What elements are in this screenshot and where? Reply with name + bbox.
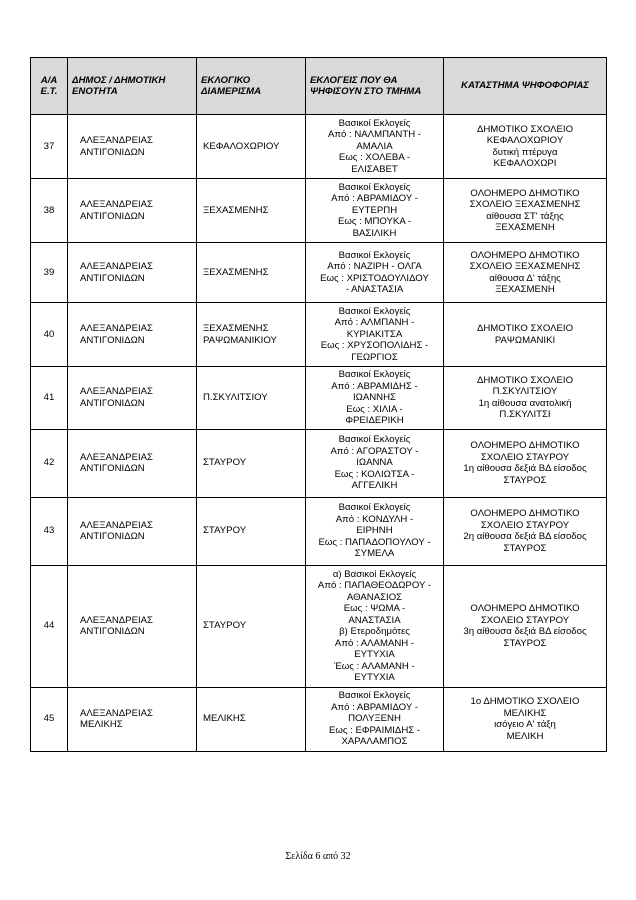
cell-line: ΜΕΛΙΚΗΣ [503, 707, 547, 719]
cell-polling-station [444, 429, 607, 497]
cell-line: ΚΕΦΑΛΟΧΩΡΙΟΥ [203, 140, 280, 152]
cell-line: ΡΑΨΩΜΑΝΙΚΙΟΥ [203, 334, 277, 346]
table-row [31, 367, 607, 430]
cell-municipality [68, 303, 197, 367]
cell-polling-station [444, 367, 607, 430]
cell-line: ΞΕΧΑΣΜΕΝΗΣ [203, 266, 269, 278]
cell-line: ΟΛΟΗΜΕΡΟ ΔΗΜΟΤΙΚΟ [470, 249, 580, 261]
cell-line: ΚΥΡΙΑΚΙΤΣΑ [346, 328, 403, 340]
cell-num: 39 [31, 243, 68, 303]
cell-line: Από : ΑΒΡΑΜΙΔΟΥ - [331, 701, 418, 713]
cell-line: Π.ΣΚΥΛΙΤΣΙΟΥ [492, 386, 558, 398]
cell-district [197, 565, 306, 687]
cell-line: ΑΛΕΞΑΝΔΡΕΙΑΣ [80, 451, 153, 463]
cell-line: ΑΓΓΕΛΙΚΗ [351, 480, 398, 492]
cell-line: Εως : ΨΩΜΑ - [343, 603, 406, 614]
cell-line: Εως : ΧΙΛΙΑ - [346, 403, 403, 415]
cell-line: ΣΧΟΛΕΙΟ ΣΤΑΥΡΟΥ [480, 451, 570, 463]
cell-line: ΑΝΤΙΓΟΝΙΔΩΝ [80, 146, 145, 158]
header-municipality: ΔΗΜΟΣ / ΔΗΜΟΤΙΚΗ ΕΝΟΤΗΤΑ [68, 58, 197, 115]
cell-municipality [68, 565, 197, 687]
cell-line: ΣΧΟΛΕΙΟ ΣΤΑΥΡΟΥ [480, 519, 570, 531]
cell-line: ΣΧΟΛΕΙΟ ΣΤΑΥΡΟΥ [480, 614, 570, 626]
cell-line: ΣΤΑΥΡΟΥ [203, 457, 247, 469]
cell-line: ΓΕΩΡΓΙΟΣ [351, 351, 398, 363]
cell-polling-station [444, 565, 607, 687]
cell-num: 37 [31, 115, 68, 179]
cell-line: ΑΝΤΙΓΟΝΙΔΩΝ [80, 397, 145, 409]
cell-line: 1ο ΔΗΜΟΤΙΚΟ ΣΧΟΛΕΙΟ [470, 696, 580, 707]
cell-line: ΣΤΑΥΡΟΣ [503, 542, 547, 554]
cell-line: ΧΑΡΑΛΑΜΠΟΣ [341, 736, 408, 748]
cell-line: ΑΝΤΙΓΟΝΙΔΩΝ [80, 626, 145, 637]
cell-num: 40 [31, 303, 68, 367]
cell-line: ΔΗΜΟΤΙΚΟ ΣΧΟΛΕΙΟ [476, 323, 574, 334]
cell-line: ΑΛΕΞΑΝΔΡΕΙΑΣ [80, 135, 153, 146]
cell-line: Από : ΝΑΖΙΡΗ - ΟΛΓΑ [327, 261, 422, 272]
cell-line: αίθουσα Δ' τάξης [489, 272, 561, 284]
cell-voters [306, 565, 444, 687]
cell-line: Από : ΝΑΛΜΠΑΝΤΗ - [328, 129, 421, 141]
cell-num: 45 [31, 687, 68, 751]
cell-line: Βασικοί Εκλογείς [338, 181, 411, 193]
cell-district [197, 243, 306, 303]
table-header [31, 58, 607, 115]
cell-line: Εως : ΠΑΠΑΔΟΠΟΥΛΟΥ - [318, 536, 431, 548]
cell-line: Εως : ΜΠΟΥΚΑ - [337, 216, 412, 228]
cell-polling-station [444, 497, 607, 565]
table-row [31, 497, 607, 565]
cell-voters [306, 367, 444, 430]
cell-municipality [68, 429, 197, 497]
cell-polling-station [444, 179, 607, 243]
cell-num: 44 [31, 565, 68, 687]
cell-num: 41 [31, 367, 68, 430]
cell-polling-station [444, 115, 607, 179]
cell-line: ΞΕΧΑΣΜΕΝΗΣ [203, 323, 269, 334]
cell-line: 1η αίθουσα δεξιά ΒΔ είσοδος [463, 463, 587, 474]
cell-line: ΣΤΑΥΡΟΥ [203, 620, 247, 632]
cell-line: Από : ΑΛΑΜΑΝΗ - [334, 637, 415, 649]
cell-line: 2η αίθουσα δεξιά ΒΔ είσοδος [463, 531, 587, 542]
cell-district [197, 687, 306, 751]
cell-line: ΕΥΤΕΡΠΗ [351, 204, 398, 216]
cell-line: - ΑΝΑΣΤΑΣΙΑ [345, 284, 404, 295]
cell-num: 42 [31, 429, 68, 497]
cell-line: ΒΑΣΙΛΙΚΗ [352, 227, 397, 239]
cell-line: ΑΘΑΝΑΣΙΟΣ [346, 591, 403, 603]
cell-line: ΕΙΡΗΝΗ [356, 525, 393, 537]
cell-line: ΑΛΕΞΑΝΔΡΕΙΑΣ [80, 261, 153, 272]
cell-line: ΑΝΤΙΓΟΝΙΔΩΝ [80, 210, 145, 222]
cell-polling-station [444, 303, 607, 367]
cell-voters [306, 243, 444, 303]
cell-line: ΣΥΜΕΛΑ [354, 548, 395, 560]
cell-municipality [68, 243, 197, 303]
cell-line: ΑΛΕΞΑΝΔΡΕΙΑΣ [80, 707, 153, 719]
cell-line: Βασικοί Εκλογείς [338, 305, 411, 317]
cell-line: ΚΕΦΑΛΟΧΩΡΙ [493, 158, 557, 169]
cell-voters [306, 687, 444, 751]
cell-line: 3η αίθουσα δεξιά ΒΔ είσοδος [463, 626, 587, 637]
polling-stations-table [30, 57, 607, 752]
cell-line: 1η αίθουσα ανατολική [478, 397, 572, 409]
cell-district [197, 179, 306, 243]
cell-line: ΕΥΤΥΧΙΑ [354, 672, 395, 683]
cell-voters [306, 115, 444, 179]
cell-line: ΑΝΤΙΓΟΝΙΔΩΝ [80, 531, 145, 542]
cell-line: ΟΛΟΗΜΕΡΟ ΔΗΜΟΤΙΚΟ [470, 508, 580, 519]
cell-district [197, 497, 306, 565]
cell-line: ΑΝΑΣΤΑΣΙΑ [348, 614, 401, 626]
cell-district [197, 115, 306, 179]
table-row [31, 115, 607, 179]
cell-line: ΞΕΧΑΣΜΕΝΗΣ [203, 204, 269, 216]
cell-line: ΑΛΕΞΑΝΔΡΕΙΑΣ [80, 323, 153, 334]
cell-line: Εως : ΧΟΛΕΒΑ - [338, 152, 411, 164]
cell-line: ΜΕΛΙΚΗ [506, 730, 544, 742]
cell-line: ΣΤΑΥΡΟΥ [203, 525, 247, 537]
cell-municipality [68, 497, 197, 565]
cell-line: β) Ετεροδημότες [339, 626, 410, 637]
cell-voters [306, 497, 444, 565]
cell-municipality [68, 115, 197, 179]
cell-num: 38 [31, 179, 68, 243]
cell-line: ΑΛΕΞΑΝΔΡΕΙΑΣ [80, 386, 153, 398]
cell-line: δυτική πτέρυγα [492, 146, 558, 158]
header-row [31, 58, 607, 115]
cell-municipality [68, 179, 197, 243]
cell-line: ΑΛΕΞΑΝΔΡΕΙΑΣ [80, 199, 153, 210]
cell-line: ΑΝΤΙΓΟΝΙΔΩΝ [80, 334, 145, 346]
cell-line: ΔΗΜΟΤΙΚΟ ΣΧΟΛΕΙΟ [476, 374, 574, 386]
header-num: Α/Α Ε.Τ. [31, 58, 68, 115]
cell-voters [306, 303, 444, 367]
cell-num: 43 [31, 497, 68, 565]
cell-line: Εως : ΕΦΡΑΙΜΙΔΗΣ - [328, 724, 421, 736]
cell-line: Από : ΚΟΝΔΥΛΗ - [335, 513, 414, 525]
cell-line: ΠΟΛΥΞΕΝΗ [348, 713, 401, 725]
cell-district [197, 367, 306, 430]
cell-line: ΣΧΟΛΕΙΟ ΞΕΧΑΣΜΕΝΗΣ [469, 199, 581, 210]
cell-voters [306, 179, 444, 243]
cell-line: Βασικοί Εκλογείς [338, 117, 411, 129]
cell-line: Εως : ΚΟΛΙΩΤΣΑ - [334, 468, 415, 480]
table-row [31, 687, 607, 751]
cell-line: Βασικοί Εκλογείς [338, 690, 411, 702]
cell-line: Από : ΑΒΡΑΜΙΔΗΣ - [331, 380, 418, 392]
table-row [31, 565, 607, 687]
table-row [31, 429, 607, 497]
cell-line: ΣΧΟΛΕΙΟ ΞΕΧΑΣΜΕΝΗΣ [469, 261, 581, 272]
cell-line: Εως : ΧΡΙΣΤΟΔΟΥΛΙΔΟΥ [320, 272, 429, 284]
cell-line: Από : ΑΒΡΑΜΙΔΟΥ - [331, 193, 418, 205]
cell-line: ΑΛΕΞΑΝΔΡΕΙΑΣ [80, 519, 153, 531]
cell-district [197, 303, 306, 367]
cell-line: Βασικοί Εκλογείς [338, 249, 411, 261]
cell-line: ΚΕΦΑΛΟΧΩΡΙΟΥ [486, 135, 564, 146]
cell-line: ΟΛΟΗΜΕΡΟ ΔΗΜΟΤΙΚΟ [470, 603, 580, 614]
cell-line: ΜΕΛΙΚΗΣ [203, 713, 246, 725]
cell-line: ΕΛΙΣΑΒΕΤ [351, 163, 398, 175]
cell-line: ΟΛΟΗΜΕΡΟ ΔΗΜΟΤΙΚΟ [470, 440, 580, 451]
cell-line: Εως : ΧΡΥΣΟΠΟΛΙΔΗΣ - [320, 340, 429, 352]
cell-polling-station [444, 243, 607, 303]
cell-line: ΑΜΑΛΙΑ [356, 140, 393, 152]
cell-line: Έως : ΑΛΑΜΑΝΗ - [334, 660, 415, 672]
header-voters: ΕΚΛΟΓΕΙΣ ΠΟΥ ΘΑ ΨΗΦΙΣΟΥΝ ΣΤΟ ΤΜΗΜΑ [306, 58, 444, 115]
cell-line: Βασικοί Εκλογείς [338, 434, 411, 446]
cell-municipality [68, 367, 197, 430]
cell-line: ΑΝΤΙΓΟΝΙΔΩΝ [80, 272, 145, 284]
cell-line: Βασικοί Εκλογείς [338, 502, 411, 514]
page-footer: Σελίδα 6 από 32 [285, 851, 351, 862]
cell-line: αίθουσα ΣΤ' τάξης [486, 210, 564, 222]
cell-line: ΙΩΑΝΝΑ [356, 457, 393, 469]
cell-line: ΦΡΕΙΔΕΡΙΚΗ [345, 415, 404, 426]
cell-voters [306, 429, 444, 497]
cell-polling-station [444, 687, 607, 751]
cell-district [197, 429, 306, 497]
cell-line: Από : ΑΛΜΠΑΝΗ - [334, 317, 415, 329]
cell-line: ΑΛΕΞΑΝΔΡΕΙΑΣ [80, 614, 153, 626]
cell-line: ΑΝΤΙΓΟΝΙΔΩΝ [80, 463, 145, 474]
cell-line: ΞΕΧΑΣΜΕΝΗ [495, 222, 555, 233]
table-row [31, 179, 607, 243]
cell-line: ΞΕΧΑΣΜΕΝΗ [495, 284, 555, 295]
cell-line: Βασικοί Εκλογείς [338, 369, 411, 380]
cell-municipality [68, 687, 197, 751]
cell-line: Π.ΣΚΥΛΙΤΣΙΟΥ [203, 392, 268, 403]
cell-line: Από : ΠΑΠΑΘΕΟΔΩΡΟΥ - [317, 580, 432, 591]
table-row [31, 243, 607, 303]
cell-line: ισόγειο Α' τάξη [494, 719, 556, 730]
cell-line: α) Βασικοί Εκλογείς [332, 568, 417, 580]
cell-line: ΔΗΜΟΤΙΚΟ ΣΧΟΛΕΙΟ [476, 123, 574, 135]
cell-line: Π.ΣΚΥΛΙΤΣΙ [499, 409, 551, 421]
cell-line: ΡΑΨΩΜΑΝΙΚΙ [494, 334, 556, 346]
cell-line: Από : ΑΓΟΡΑΣΤΟΥ - [330, 445, 419, 457]
cell-line: ΟΛΟΗΜΕΡΟ ΔΗΜΟΤΙΚΟ [470, 187, 580, 199]
cell-line: ΜΕΛΙΚΗΣ [80, 719, 123, 730]
cell-line: ΙΩΑΝΝΗΣ [353, 392, 396, 403]
cell-line: ΣΤΑΥΡΟΣ [503, 637, 547, 649]
table-row [31, 303, 607, 367]
table-body [31, 115, 607, 752]
cell-line: ΣΤΑΥΡΟΣ [503, 474, 547, 486]
header-district: ΕΚΛΟΓΙΚΟ ΔΙΑΜΕΡΙΣΜΑ [197, 58, 306, 115]
header-polling-station: ΚΑΤΑΣΤΗΜΑ ΨΗΦΟΦΟΡΙΑΣ [444, 58, 607, 115]
cell-line: ΕΥΤΥΧΙΑ [354, 649, 395, 660]
